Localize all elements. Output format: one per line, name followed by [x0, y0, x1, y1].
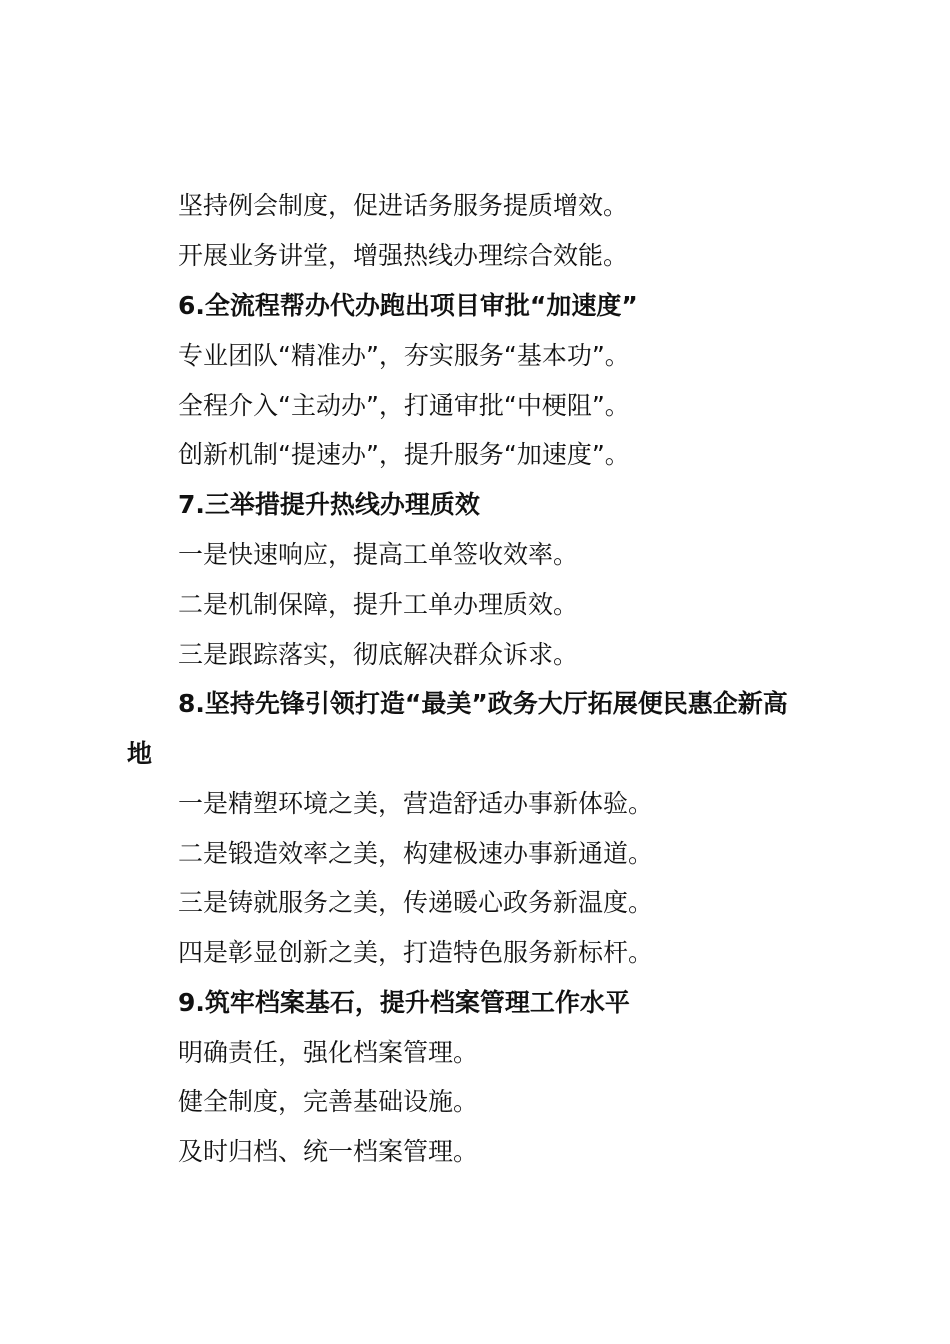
body-line-1: 坚持例会制度，促进话务服务提质增效。: [178, 191, 629, 220]
body-line-9: 一是精塑环境之美，营造舒适办事新体验。: [178, 789, 654, 818]
body-line-13: 明确责任，强化档案管理。: [178, 1038, 479, 1067]
body-line-11: 三是铸就服务之美，传递暖心政务新温度。: [178, 888, 654, 917]
body-line-7: 二是机制保障，提升工单办理质效。: [178, 590, 579, 619]
section-heading-7: 7.三举措提升热线办理质效: [178, 490, 480, 519]
section-heading-8: 8.坚持先锋引领打造“最美”政务大厅拓展便民惠企新高: [178, 689, 788, 718]
body-line-10: 二是锻造效率之美，构建极速办事新通道。: [178, 839, 654, 868]
body-line-12: 四是彰显创新之美，打造特色服务新标杆。: [178, 938, 654, 967]
body-line-3: 专业团队“精准办”，夯实服务“基本功”。: [178, 341, 630, 370]
section-heading-9: 9.筑牢档案基石，提升档案管理工作水平: [178, 988, 630, 1017]
body-line-4: 全程介入“主动办”，打通审批“中梗阻”。: [178, 391, 630, 420]
section-heading-6: 6.全流程帮办代办跑出项目审批“加速度”: [178, 291, 638, 320]
body-line-14: 健全制度，完善基础设施。: [178, 1087, 479, 1116]
body-line-6: 一是快速响应，提高工单签收效率。: [178, 540, 579, 569]
body-line-5: 创新机制“提速办”，提升服务“加速度”。: [178, 440, 630, 469]
body-line-2: 开展业务讲堂，增强热线办理综合效能。: [178, 241, 629, 270]
section-heading-8-continuation: 地: [127, 739, 153, 768]
body-line-8: 三是跟踪落实，彻底解决群众诉求。: [178, 640, 579, 669]
body-line-15: 及时归档、统一档案管理。: [178, 1137, 479, 1166]
